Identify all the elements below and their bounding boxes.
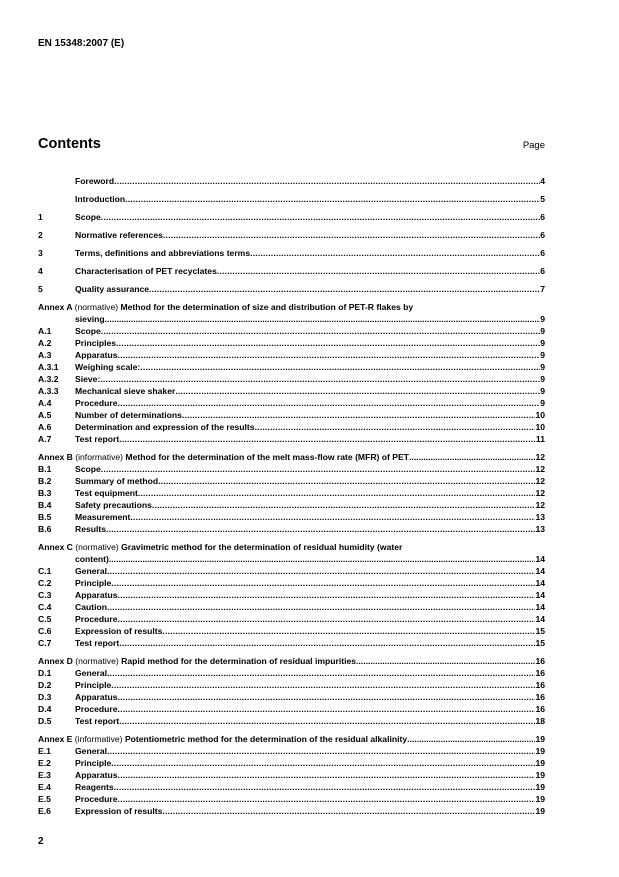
- toc-entry-title: Results: [75, 524, 107, 534]
- annex-heading[interactable]: [38, 733, 545, 745]
- toc-entry[interactable]: [38, 499, 545, 511]
- dot-leader: [163, 229, 540, 241]
- footer-page-number: 2: [38, 836, 44, 847]
- toc-entry-title: Principle: [75, 758, 112, 768]
- toc-entry-title: Foreword: [75, 176, 115, 186]
- toc-entry-number: A.2: [38, 338, 52, 348]
- toc-entry-number: D.4: [38, 704, 52, 714]
- dot-leader: [107, 601, 535, 613]
- dot-leader: [118, 349, 541, 361]
- toc-entry[interactable]: [38, 565, 545, 577]
- toc-entry-page: 13: [535, 512, 545, 522]
- toc-entry[interactable]: [38, 769, 545, 781]
- toc-entry-page: 15: [535, 638, 545, 648]
- toc-entry-number: C.1: [38, 566, 52, 576]
- annex-title: Method for the determination of size and distribution of PET-R flakes by: [120, 302, 414, 312]
- dot-leader: [105, 313, 541, 325]
- dot-leader: [255, 421, 536, 433]
- toc-entry-number: E.3: [38, 770, 51, 780]
- toc-entry[interactable]: [38, 745, 545, 757]
- toc-entry-number: A.4: [38, 398, 52, 408]
- dot-leader: [118, 691, 536, 703]
- dot-leader: [125, 193, 540, 205]
- toc-entry-number: 3: [38, 248, 43, 258]
- toc-entry-number: E.4: [38, 782, 51, 792]
- toc-entry-page: 7: [540, 284, 545, 294]
- annex-page: 19: [535, 734, 545, 744]
- dot-leader: [138, 487, 536, 499]
- dot-leader: [118, 589, 536, 601]
- annex-title: Rapid method for the determination of residual impurities: [121, 656, 357, 666]
- toc-entry[interactable]: [38, 625, 545, 637]
- toc-entry-page: 9: [540, 374, 545, 384]
- dot-leader: [116, 337, 540, 349]
- toc-entry[interactable]: [38, 421, 545, 433]
- toc-entry[interactable]: [38, 409, 545, 421]
- toc-entry-page: 14: [535, 566, 545, 576]
- toc-entry-number: E.1: [38, 746, 51, 756]
- toc-entry-page: 9: [540, 362, 545, 372]
- toc-entry-page: 14: [535, 590, 545, 600]
- toc-entry-title: Apparatus: [75, 350, 118, 360]
- toc-entry-title: Introduction: [75, 194, 126, 204]
- toc-entry-number: B.3: [38, 488, 52, 498]
- annex-kind: (informative): [75, 452, 124, 462]
- toc-entry-number: C.3: [38, 590, 52, 600]
- toc-entry[interactable]: [38, 637, 545, 649]
- dot-leader: [250, 247, 540, 259]
- toc-entry[interactable]: [38, 193, 545, 205]
- toc-entry[interactable]: [38, 283, 545, 295]
- toc-entry-title: Mechanical sieve shaker: [75, 386, 176, 396]
- toc-entry[interactable]: [38, 487, 545, 499]
- toc-entry-number: D.5: [38, 716, 52, 726]
- toc-entry-number: D.2: [38, 680, 52, 690]
- toc-entry-number: C.2: [38, 578, 52, 588]
- toc-entry-number: A.3.3: [38, 386, 59, 396]
- toc-entry[interactable]: [38, 433, 545, 445]
- toc-entry[interactable]: [38, 523, 545, 535]
- dot-leader: [101, 211, 540, 223]
- toc-entry-page: 19: [535, 770, 545, 780]
- toc-entry-page: 9: [540, 350, 545, 360]
- dot-leader: [111, 679, 535, 691]
- toc-entry-number: 4: [38, 266, 43, 276]
- toc-entry-number: C.4: [38, 602, 52, 612]
- toc-entry-page: 9: [540, 398, 545, 408]
- toc-entry[interactable]: [38, 475, 545, 487]
- toc-entry-title: Caution: [75, 602, 107, 612]
- toc-entry[interactable]: [38, 589, 545, 601]
- toc-entry-title: Test equipment: [75, 488, 138, 498]
- dot-leader: [114, 175, 540, 187]
- toc-entry-page: 10: [535, 410, 545, 420]
- toc-entry[interactable]: [38, 463, 545, 475]
- toc-entry[interactable]: [38, 175, 545, 187]
- dot-leader: [356, 655, 535, 667]
- dot-leader: [118, 613, 536, 625]
- dot-leader: [119, 637, 535, 649]
- toc-entry-page: 19: [535, 806, 545, 816]
- dot-leader: [109, 553, 536, 565]
- dot-leader: [152, 499, 536, 511]
- dot-leader: [118, 397, 541, 409]
- dot-leader: [107, 565, 535, 577]
- toc-entry-page: 16: [535, 704, 545, 714]
- annex-title: Method for the determination of the melt mass-flow rate (MFR) of PET: [125, 452, 410, 462]
- toc-entry-page: 12: [535, 464, 545, 474]
- toc-entry[interactable]: [38, 805, 545, 817]
- toc-entry-title: Test report: [75, 434, 120, 444]
- dot-leader: [119, 433, 536, 445]
- toc-entry[interactable]: [38, 211, 545, 223]
- toc-entry-title: Scope: [75, 326, 101, 336]
- dot-leader: [130, 511, 535, 523]
- dot-leader: [100, 373, 540, 385]
- dot-leader: [107, 745, 535, 757]
- toc-entry[interactable]: [38, 679, 545, 691]
- dot-leader: [118, 769, 536, 781]
- toc-entry[interactable]: [38, 265, 545, 277]
- toc-entry[interactable]: [38, 781, 545, 793]
- toc-entry-page: 16: [535, 680, 545, 690]
- toc-entry-page: 9: [540, 326, 545, 336]
- toc-entry-number: A.7: [38, 434, 52, 444]
- dot-leader: [107, 667, 535, 679]
- toc-entry-page: 14: [535, 602, 545, 612]
- toc-entry[interactable]: [38, 373, 545, 385]
- annex-page: 9: [540, 314, 545, 324]
- toc-entry[interactable]: [38, 577, 545, 589]
- annex-title: Gravimetric method for the determination of residual humidity (water: [121, 542, 403, 552]
- annex-page: 14: [535, 554, 545, 564]
- toc-entry-number: C.6: [38, 626, 52, 636]
- dot-leader: [101, 463, 536, 475]
- toc-entry-title: Sieve:: [75, 374, 101, 384]
- toc-entry-title: Procedure: [75, 398, 118, 408]
- toc-entry-number: B.4: [38, 500, 52, 510]
- annex-label: Annex C: [38, 542, 73, 552]
- toc-entry-title: Procedure: [75, 794, 118, 804]
- toc-entry-page: 12: [535, 488, 545, 498]
- dot-leader: [114, 781, 536, 793]
- toc-entry-title: General: [75, 746, 108, 756]
- toc-entry[interactable]: [38, 703, 545, 715]
- toc-entry-number: A.5: [38, 410, 52, 420]
- toc-entry-number: A.3.2: [38, 374, 59, 384]
- annex-label: Annex E: [38, 734, 73, 744]
- toc-entry-page: 6: [540, 230, 545, 240]
- toc-entry-title: Scope: [75, 464, 101, 474]
- toc-entry-title: Test report: [75, 638, 120, 648]
- toc-entry-page: 5: [540, 194, 545, 204]
- annex-heading[interactable]: [38, 655, 545, 667]
- annex-title: Potentiometric method for the determination of the residual alkalinity: [124, 734, 408, 744]
- document-header: EN 15348:2007 (E): [38, 38, 125, 49]
- toc-entry[interactable]: [38, 247, 545, 259]
- toc-entry-page: 16: [535, 668, 545, 678]
- toc-entry[interactable]: [38, 325, 545, 337]
- toc-entry-page: 9: [540, 338, 545, 348]
- annex-label: Annex D: [38, 656, 73, 666]
- toc-entry-title: Measurement: [75, 512, 131, 522]
- toc-entry-title: Expression of results: [75, 626, 163, 636]
- toc-entry-title: Quality assurance: [75, 284, 150, 294]
- toc-entry-page: 11: [535, 434, 545, 444]
- toc-entry-title: Principle: [75, 680, 112, 690]
- toc-entry-title: Normative references: [75, 230, 163, 240]
- toc-entry-title: Apparatus: [75, 590, 118, 600]
- toc-entry-number: B.2: [38, 476, 52, 486]
- toc-entry-page: 12: [535, 500, 545, 510]
- toc-entry-number: 1: [38, 212, 43, 222]
- toc-entry-page: 19: [535, 782, 545, 792]
- toc-entry-number: D.3: [38, 692, 52, 702]
- annex-kind: (informative): [74, 734, 123, 744]
- dot-leader: [409, 451, 535, 463]
- toc-entry-title: Terms, definitions and abbreviations terms: [75, 248, 251, 258]
- annex-kind: (normative): [74, 302, 119, 312]
- toc-entry[interactable]: [38, 229, 545, 241]
- toc-entry-title: Characterisation of PET recyclates: [75, 266, 217, 276]
- toc-entry-number: E.6: [38, 806, 51, 816]
- annex-page: 12: [535, 452, 545, 462]
- toc-entry-page: 18: [535, 716, 545, 726]
- toc-entry-number: 5: [38, 284, 43, 294]
- toc-entry-page: 14: [535, 578, 545, 588]
- annex-page: 16: [535, 656, 545, 666]
- toc-entry-title: Reagents: [75, 782, 114, 792]
- dot-leader: [106, 523, 535, 535]
- contents-title: Contents: [38, 136, 101, 152]
- toc-entry-title: General: [75, 566, 108, 576]
- toc-entry-page: 12: [535, 476, 545, 486]
- toc-entry[interactable]: [38, 793, 545, 805]
- dot-leader: [182, 409, 535, 421]
- toc-entry-page: 19: [535, 794, 545, 804]
- toc-entry-page: 13: [535, 524, 545, 534]
- toc-entry-page: 15: [535, 626, 545, 636]
- toc-entry-title: Apparatus: [75, 692, 118, 702]
- toc-entry[interactable]: [38, 337, 545, 349]
- toc-entry-number: 2: [38, 230, 43, 240]
- annex-kind: (normative): [75, 656, 119, 666]
- toc-entry[interactable]: [38, 667, 545, 679]
- toc-entry-title: Safety precautions: [75, 500, 152, 510]
- toc-entry-number: A.3: [38, 350, 52, 360]
- toc-entry[interactable]: [38, 385, 545, 397]
- toc-entry[interactable]: [38, 511, 545, 523]
- dot-leader: [162, 625, 535, 637]
- toc-entry-number: B.5: [38, 512, 52, 522]
- toc-entry-page: 6: [540, 212, 545, 222]
- dot-leader: [119, 715, 535, 727]
- toc-entry[interactable]: [38, 691, 545, 703]
- toc-entry-title: Procedure: [75, 614, 118, 624]
- annex-kind: (normative): [75, 542, 119, 552]
- toc-entry[interactable]: [38, 349, 545, 361]
- annex-heading[interactable]: [38, 301, 545, 325]
- dot-leader: [175, 385, 540, 397]
- toc-entry-title: Principle: [75, 578, 112, 588]
- toc-entry-title: Apparatus: [75, 770, 118, 780]
- toc-entry-number: B.1: [38, 464, 52, 474]
- annex-heading[interactable]: [38, 451, 545, 463]
- dot-leader: [111, 577, 535, 589]
- toc-entry[interactable]: [38, 361, 545, 373]
- annex-title-continued: content): [75, 554, 109, 564]
- toc-entry-page: 4: [540, 176, 545, 186]
- annex-title-continued: sieving: [75, 314, 105, 324]
- toc-entry[interactable]: [38, 715, 545, 727]
- toc-entry-number: E.5: [38, 794, 51, 804]
- toc-entry-page: 6: [540, 266, 545, 276]
- dot-leader: [101, 325, 540, 337]
- toc-entry-title: Principles: [75, 338, 117, 348]
- dot-leader: [149, 283, 540, 295]
- annex-heading[interactable]: [38, 541, 545, 565]
- toc-entry-number: A.3.1: [38, 362, 59, 372]
- toc-entry-number: D.1: [38, 668, 52, 678]
- toc-entry-page: 19: [535, 758, 545, 768]
- toc-entry-page: 19: [535, 746, 545, 756]
- toc-entry-page: 9: [540, 386, 545, 396]
- dot-leader: [118, 703, 536, 715]
- toc-entry-page: 16: [535, 692, 545, 702]
- toc-entry-title: Weighing scale:: [75, 362, 141, 372]
- dot-leader: [118, 793, 536, 805]
- toc-entry-title: General: [75, 668, 108, 678]
- toc-entry-page: 14: [535, 614, 545, 624]
- toc-entry-page: 6: [540, 248, 545, 258]
- toc-entry-page: 10: [535, 422, 545, 432]
- toc-entry[interactable]: [38, 757, 545, 769]
- dot-leader: [217, 265, 540, 277]
- page-column-label: Page: [522, 140, 545, 151]
- toc-entry-number: A.1: [38, 326, 52, 336]
- toc-entry-number: C.7: [38, 638, 52, 648]
- toc-entry-title: Number of determinations: [75, 410, 182, 420]
- dot-leader: [140, 361, 540, 373]
- toc-entry[interactable]: [38, 397, 545, 409]
- annex-label: Annex B: [38, 452, 73, 462]
- toc-entry-title: Summary of method: [75, 476, 159, 486]
- annex-label: Annex A: [38, 302, 73, 312]
- toc-entry-title: Expression of results: [75, 806, 163, 816]
- toc-entry-title: Test report: [75, 716, 120, 726]
- toc-entry-title: Scope: [75, 212, 101, 222]
- toc-entry-number: E.2: [38, 758, 51, 768]
- dot-leader: [162, 805, 535, 817]
- toc-entry[interactable]: [38, 601, 545, 613]
- toc-entry-title: Procedure: [75, 704, 118, 714]
- table-of-contents: [38, 175, 545, 817]
- toc-entry-number: B.6: [38, 524, 52, 534]
- dot-leader: [158, 475, 535, 487]
- toc-entry[interactable]: [38, 613, 545, 625]
- toc-entry-title: Determination and expression of the results: [75, 422, 255, 432]
- toc-entry-number: C.5: [38, 614, 52, 624]
- dot-leader: [111, 757, 535, 769]
- toc-entry-number: A.6: [38, 422, 52, 432]
- dot-leader: [407, 733, 535, 745]
